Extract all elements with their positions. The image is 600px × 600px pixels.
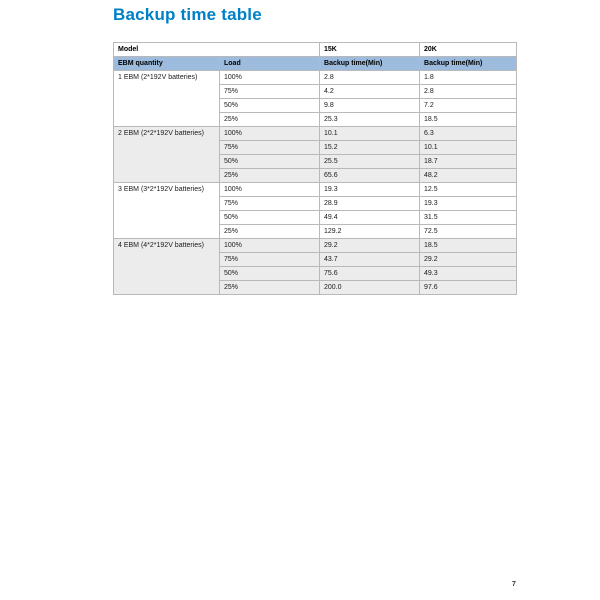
backup-15k-cell: 4.2 [320,85,420,99]
backup-15k-cell: 25.5 [320,155,420,169]
load-cell: 50% [220,155,320,169]
model-cell: 3 EBM (3*2*192V batteries) [114,183,220,239]
col-header-backup-time-20k: Backup time(Min) [420,57,517,71]
backup-20k-cell: 12.5 [420,183,517,197]
backup-15k-cell: 200.0 [320,281,420,295]
backup-20k-cell: 29.2 [420,253,517,267]
backup-15k-cell: 43.7 [320,253,420,267]
backup-20k-cell: 10.1 [420,141,517,155]
backup-20k-cell: 6.3 [420,127,517,141]
model-cell: 2 EBM (2*2*192V batteries) [114,127,220,183]
backup-15k-cell: 28.9 [320,197,420,211]
load-cell: 100% [220,183,320,197]
load-cell: 75% [220,197,320,211]
backup-15k-cell: 19.3 [320,183,420,197]
col-header-20k: 20K [420,43,517,57]
model-cell: 4 EBM (4*2*192V batteries) [114,239,220,295]
backup-15k-cell: 65.6 [320,169,420,183]
backup-20k-cell: 19.3 [420,197,517,211]
model-cell: 1 EBM (2*192V batteries) [114,71,220,127]
load-cell: 75% [220,85,320,99]
backup-20k-cell: 72.5 [420,225,517,239]
load-cell: 100% [220,239,320,253]
load-cell: 25% [220,225,320,239]
backup-15k-cell: 29.2 [320,239,420,253]
backup-20k-cell: 48.2 [420,169,517,183]
table-row [114,239,517,253]
backup-20k-cell: 18.5 [420,239,517,253]
backup-15k-cell: 49.4 [320,211,420,225]
col-header-ebm-quantity: EBM quantity [114,57,220,71]
backup-15k-cell: 9.8 [320,99,420,113]
backup-15k-cell: 129.2 [320,225,420,239]
page-title: Backup time table [113,5,262,24]
backup-15k-cell: 25.3 [320,113,420,127]
backup-20k-cell: 1.8 [420,71,517,85]
load-cell: 25% [220,169,320,183]
backup-time-table [113,42,517,295]
col-header-backup-time-15k: Backup time(Min) [320,57,420,71]
col-header-15k: 15K [320,43,420,57]
backup-15k-cell: 75.6 [320,267,420,281]
backup-15k-cell: 15.2 [320,141,420,155]
backup-20k-cell: 7.2 [420,99,517,113]
load-cell: 75% [220,141,320,155]
load-cell: 75% [220,253,320,267]
col-header-load: Load [220,57,320,71]
load-cell: 100% [220,127,320,141]
table-row [114,183,517,197]
load-cell: 50% [220,267,320,281]
table-header-row-model [114,43,517,57]
load-cell: 50% [220,211,320,225]
backup-20k-cell: 31.5 [420,211,517,225]
col-header-model: Model [114,43,320,57]
backup-20k-cell: 18.5 [420,113,517,127]
table-header-row-columns [114,57,517,71]
load-cell: 50% [220,99,320,113]
backup-20k-cell: 2.8 [420,85,517,99]
backup-20k-cell: 18.7 [420,155,517,169]
load-cell: 25% [220,281,320,295]
backup-20k-cell: 49.3 [420,267,517,281]
backup-15k-cell: 2.8 [320,71,420,85]
load-cell: 100% [220,71,320,85]
page-number: 7 [512,581,516,588]
table-row [114,127,517,141]
backup-20k-cell: 97.6 [420,281,517,295]
backup-15k-cell: 10.1 [320,127,420,141]
load-cell: 25% [220,113,320,127]
table-row [114,71,517,85]
